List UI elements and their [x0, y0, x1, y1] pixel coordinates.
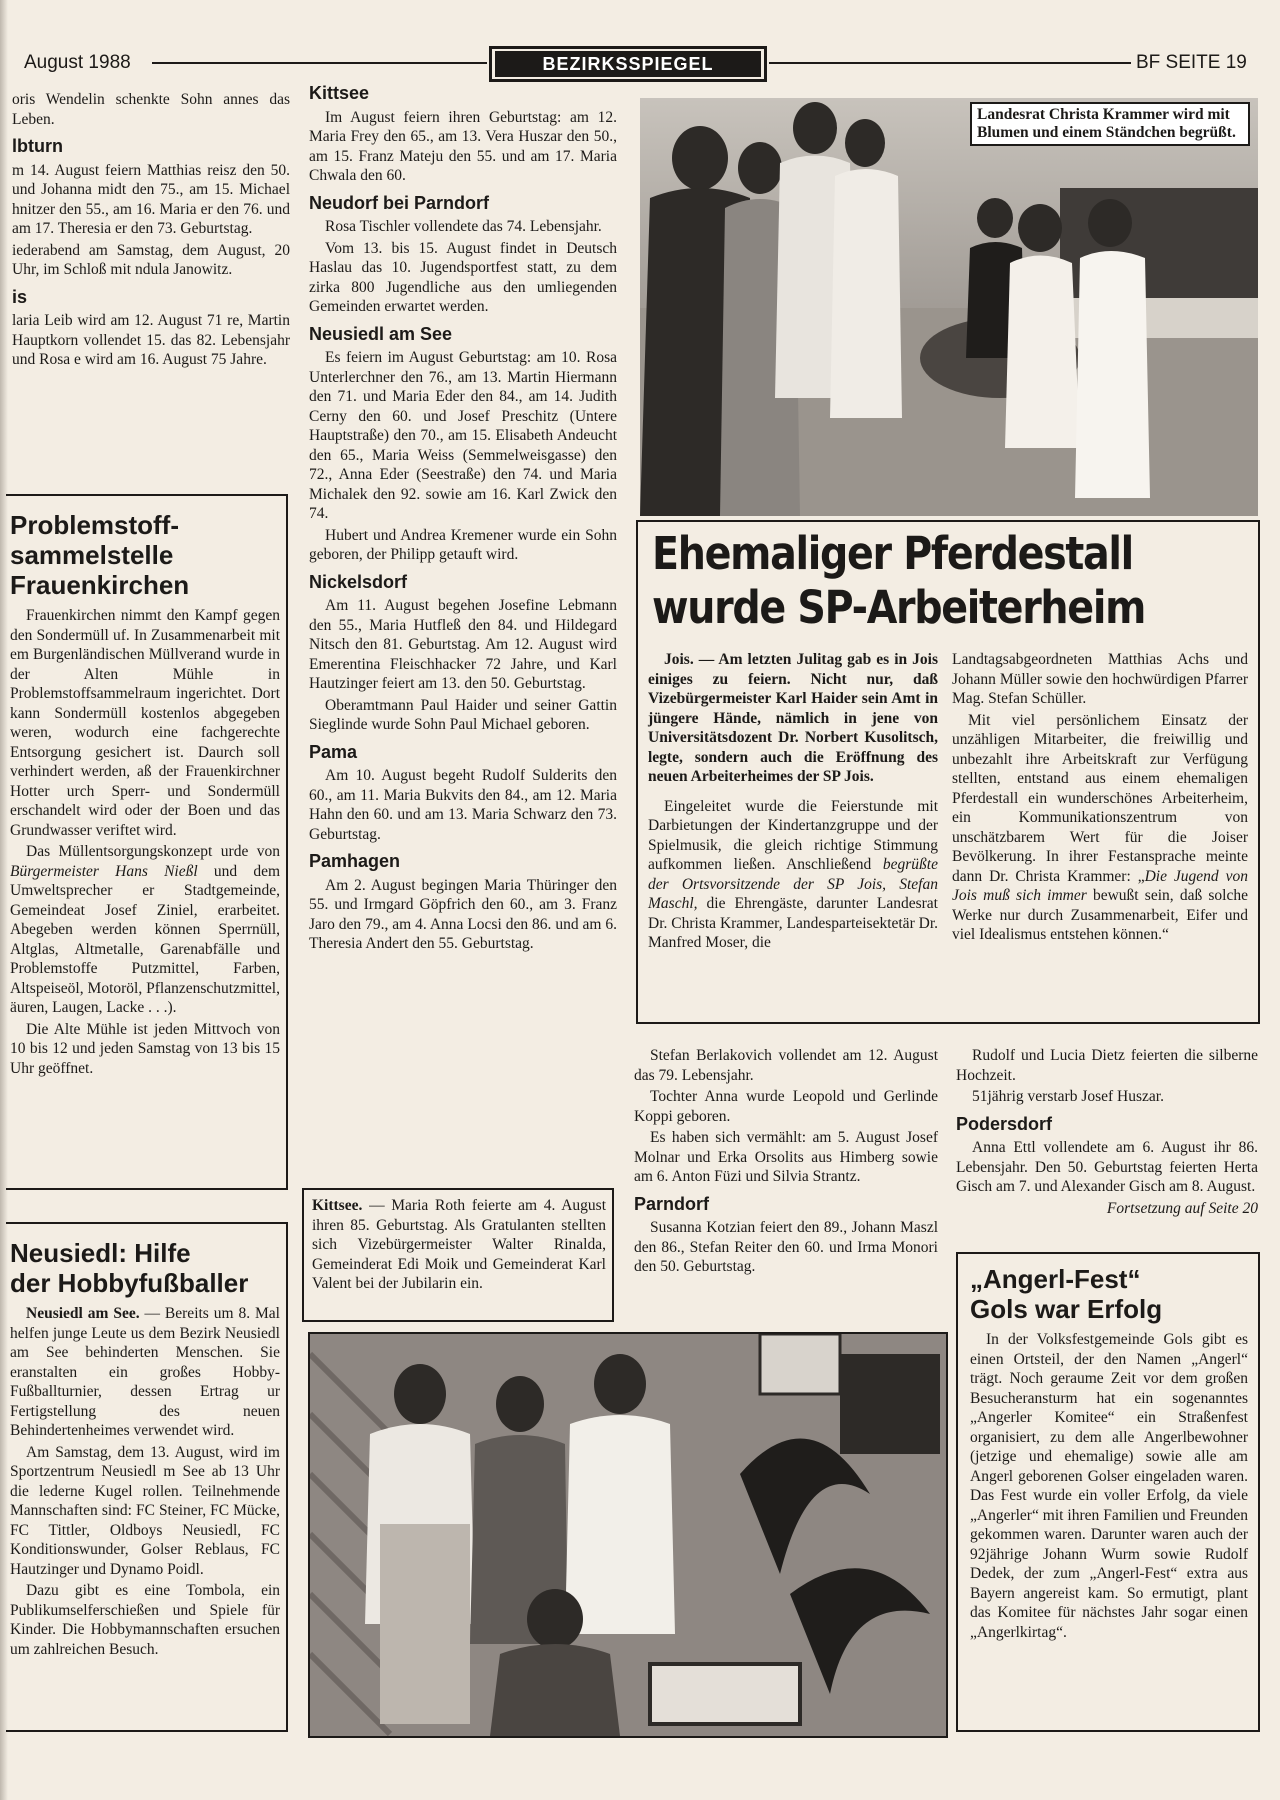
article-lead: Jois. — Am letzten Julitag gab es in Jois einiges zu feiern. Nicht nur, daß Vizebürgermeister Karl Haider sein Amt in jüngere Hände, nämlich in jene von Universitätsdozent Dr. Norbert Kusolitsch, legte, sondern auch die Eröffnung des neuen Arbeiterheimes der SP Jois.	[648, 651, 938, 785]
kittsee-birthday-photo	[308, 1332, 948, 1738]
headline-line: Gols war Erfolg	[970, 1294, 1163, 1324]
article-text	[312, 1196, 606, 1294]
section-heading: Neudorf bei Parndorf	[309, 192, 490, 213]
section-heading: Pama	[309, 741, 358, 762]
text-span: — Bereits um 8. Mal helfen junge Leute us dem Bezirk Neusiedl am See behinderten Menschen. Sie eranstalten ein großes Hobby-Fußballturnier, dessen Ertrag ur Fertigstellung des neuen Behindertenheimes verwendet wird.	[10, 1305, 280, 1439]
article-text: Tochter Anna wurde Leopold und Gerlinde Koppi geboren.	[634, 1088, 938, 1125]
kittsee-photo-caption-box	[302, 1188, 614, 1322]
article-text: Oberamtmann Paul Haider und seiner Gattin Sieglinde wurde Sohn Paul Michael geboren.	[309, 696, 617, 733]
headline-line: der Hobbyfußballer	[10, 1268, 249, 1298]
column-2	[309, 84, 617, 956]
section-heading: is	[12, 286, 28, 307]
photo-illustration	[310, 1334, 946, 1736]
article-text: m 14. August feiern Matthias reisz den 50. und Johanna midt den 75., am 15. Michael hnitzer den 55., am 16. Maria er den 76. und am 17. Theresia er den 73. Geburtstag.	[12, 161, 290, 237]
section-title: BEZIRKSSPIEGEL	[495, 51, 761, 77]
article-text: Es feiern im August Geburtstag: am 10. Rosa Unterlerchner den 76., am 13. Martin Hiermann den 71. und Maria Eder den 84., am 14. Judith Cerny den 60. und Josef Preschitz (Untere Hauptstraße) den 70., am 15. Elisabeth Andeucht den 65., Maria Weiss (Semmelweisgasse) den 72., Anna Eder (Seestraße) den 74. und Maria Michalek den 92. sowie am 16. Karl Zwick den 74.	[309, 349, 617, 522]
box-content	[10, 1238, 280, 1661]
article-text	[10, 842, 280, 1018]
section-heading: Nickelsdorf	[309, 571, 408, 592]
issue-date: August 1988	[24, 52, 131, 73]
text-span: die Ehrengäste, darunter Landesrat Dr. Christa Krammer, Landesparteisektetär Dr. Manfred Moser, die	[648, 895, 938, 951]
section-heading: Pamhagen	[309, 851, 401, 871]
article-text: Rosa Tischler vollendete das 74. Lebensjahr.	[325, 218, 602, 235]
feature-headline-line-2: wurde SP-Arbeiterheim	[652, 581, 1146, 634]
headline-line: Neusiedl: Hilfe	[10, 1238, 191, 1268]
article-text	[648, 797, 938, 953]
box-headline	[10, 1238, 280, 1298]
text-span: Das Müllentsorgungskonzept urde von	[26, 843, 280, 860]
italic-span: Bürgermeister Hans Nießl	[10, 862, 198, 880]
feature-column-right	[952, 650, 1248, 947]
article-text: laria Leib wird am 12. August 71 re, Martin Hauptkorn vollendet 15. das 82. Lebensjahr und Rosa e wird am 16. August 75 Jahre.	[12, 312, 290, 368]
photo-illustration	[640, 98, 1258, 516]
feature-column-left	[648, 650, 938, 955]
article-text: Rudolf und Lucia Dietz feierten die silberne Hochzeit.	[956, 1047, 1258, 1084]
article-text: Im August feiern ihren Geburtstag: am 12. Maria Frey den 65., am 13. Vera Huszar den 50., am 15. Franz Mateju den 55. und am 17. Maria Chwala den 60.	[309, 108, 617, 184]
article-box-hobbyfussballer	[6, 1222, 288, 1732]
feature-headline-line-1: Ehemaliger Pferdestall	[652, 527, 1133, 580]
text-span: Mit viel persönlichem Einsatz der unzähligen Mitarbeiter, die freiwillig und unbezahlt ihre Arbeitskraft zur Verfügung stellten, entstand aus einem ehemaligen Pferdestall ein wunderschönes Arbeiterheim, ein Kommunikationszentrum von unschätzbarem Wert für die Joiser Bevölkerung. In ihrer Festansprache meinte dann Dr. Christa Krammer: „	[952, 711, 1248, 885]
box-content	[10, 510, 280, 1080]
article-text: Stefan Berlakovich vollendet am 12. August das 79. Lebensjahr.	[634, 1047, 938, 1084]
headline-line: Problemstoff-	[10, 510, 179, 540]
italic-span: begrüßte der Ortsvorsitzende der SP Jois, Stefan Maschl,	[648, 856, 938, 912]
section-heading: Podersdorf	[956, 1113, 1053, 1134]
column-1-top	[12, 90, 290, 372]
box-content	[970, 1264, 1248, 1644]
article-text: Frauenkirchen nimmt den Kampf gegen den Sondermüll uf. In Zusammenarbeit mit em Burgenländischen Müllverand wurde in der Alten Mühle in Problemstoffsammelraum ingerichtet. Dort kann Sondermüll kostenlos abgegeben weren, wodurch eine fachgerechte Entsorgung gesichert ist. Daurch soll verhindert werden, aß der Frauenkirchner Hotter urch Sperr- und Sondermüll erschandelt wird oder der Boen und das Grundwasser veriftet wird.	[10, 607, 280, 839]
text-span: — Maria Roth feierte am 4. August ihren 85. Geburtstag. Als Gratulanten stellten sich Vizebürgermeister Walter Rinalda, Gemeinderat Edi Moik und Gemeinderat Karl Valent bei der Jubilarin ein.	[312, 1197, 606, 1292]
box-headline	[10, 510, 280, 600]
article-text: Am 10. August begeht Rudolf Sulderits den 60., am 11. Maria Bukvits den 84., am 12. Maria Hahn den 60. und am 13. Maria Schwarz den 73. Geburtstag.	[309, 767, 617, 843]
article-text: Hubert und Andrea Kremener wurde ein Sohn geboren, der Philipp getauft wird.	[309, 526, 617, 563]
article-text: Landtagsabgeordneten Matthias Achs und Johann Müller sowie den hochwürdigen Pfarrer Mag. Stefan Schüller.	[952, 651, 1248, 707]
continued-note: Fortsetzung auf Seite 20	[1106, 1199, 1258, 1217]
article-text: 51jährig verstarb Josef Huszar.	[972, 1088, 1164, 1105]
text-span: Eingeleitet wurde die Feierstunde mit Darbietungen der Kindertanzgruppe und der Spielmusik, die gleich richtige Stimmung aufkommen ließen. Anschließend	[648, 797, 938, 873]
section-heading: lbturn	[12, 136, 63, 156]
section-heading: Kittsee	[309, 83, 370, 103]
lead-span: Kittsee.	[312, 1197, 363, 1214]
article-box-angerl-fest	[956, 1252, 1260, 1732]
article-text: iederabend am Samstag, dem August, 20 Uhr, im Schloß mit ndula Janowitz.	[12, 241, 290, 278]
article-text: Am 11. August begehen Josefine Lebmann den 55., Maria Hutfleß den 84. und Hildegard Nitsch den 81. Geburtstag. Am 12. August wird Emerentina Fleischhacker 72 Jahre, und Karl Hautzinger feiert am 13. den 50. Geburtstag.	[309, 597, 617, 692]
article-box-problemstoff	[6, 494, 288, 1190]
section-banner	[489, 46, 767, 82]
article-text: Am Samstag, dem 13. August, wird im Sportzentrum Neusiedl m See ab 13 Uhr die lederne Kugel rollen. Teilnehmende Mannschaften sind: FC Steiner, FC Mücke, FC Tittler, Oldboys Neusiedl, FC Konditionswunder, Golser Reblaus, FC Hautzinger und Dynamo Poidl.	[10, 1443, 280, 1578]
article-text: Dazu gibt es eine Tombola, ein Publikumselferschießen und Spiele für Kinder. Die Hobbymannschaften ersuchen um zahlreichen Besuch.	[10, 1582, 280, 1658]
feature-article-box	[636, 520, 1260, 1024]
page-number: BF SEITE 19	[1136, 52, 1247, 73]
article-text	[10, 1304, 280, 1441]
article-text: In der Volksfestgemeinde Gols gibt es einen Ortsteil, der den Namen „Angerl“ trägt. Noch geraume Zeit vor dem großen Besucheransturm hat ein sogenanntes „Angerler Komitee“ ein Straßenfest organisiert, zu dem alle Angerlbewohner (jetzige und ehemalige) sowie alle am Angerl geborenen Golser eingeladen waren. Das Fest wurde ein voller Erfolg, da viele „Angerler“ mit ihren Familien und Freunden gekommen waren. Darunter waren auch der 92jährige Johann Wurm sowie Rudolf Dedek, der zum „Angerl-Fest“ extra aus Bayern angereist kam. So ermutigt, plant das Komitee für nächstes Jahr sogar einen „Angerlkirtag“.	[970, 1331, 1248, 1641]
column-3	[634, 1046, 938, 1279]
photo-caption: Landesrat Christa Krammer wird mit Blumen und einem Ständchen begrüßt.	[970, 102, 1250, 146]
headline-line: sammelstelle	[10, 540, 174, 570]
italic-span: Die Jugend von Jois muß sich immer	[952, 867, 1248, 904]
article-text: Am 2. August begingen Maria Thüringer den 55. und Irmgard Göpfrich den 60., am 3. Franz Jaro den 79., am 4. Anna Locsi den 86. und am 6. Theresia Andert den 55. Geburtstag.	[309, 876, 617, 952]
section-heading: Parndorf	[634, 1193, 710, 1214]
article-text	[952, 711, 1248, 945]
feature-photo-jois	[640, 98, 1258, 516]
headline-line: „Angerl-Fest“	[970, 1264, 1141, 1294]
article-text: Vom 13. bis 15. August findet in Deutsch Haslau das 10. Jugendsportfest statt, zu dem zirka 800 Jugendliche aus den umliegenden Gemeinden erwartet werden.	[309, 239, 617, 315]
column-4	[956, 1046, 1258, 1220]
box-headline	[970, 1264, 1248, 1324]
article-text: Die Alte Mühle ist jeden Mittvoch von 10 bis 12 und jeden Samstag von 13 bis 15 Uhr geöffnet.	[10, 1020, 280, 1077]
text-span: bewußt sein, daß solche Werke nur durch Zusammenarbeit, Eifer und viel Idealismus entstehen können.“	[952, 887, 1248, 943]
text-span: und dem Umweltsprecher er Stadtgemeinde, Gemeindeat Josef Ziniel, erarbeitet. Abegeben werden können Sperrnüll, Altglas, Altmetalle, Garenabfälle und Problemstoffe Putzmittel, Farben, Altspeiseöl, Motoröl, Pflanzenschutzmittel, äuren, Laugen, Lacke . . .).	[10, 862, 280, 1016]
headline-line: Frauenkirchen	[10, 570, 190, 600]
header-rule-right	[769, 62, 1131, 64]
article-text: Susanna Kotzian feiert den 89., Johann Maszl den 86., Stefan Reiter den 60. und Irma Monori den 50. Geburtstag.	[634, 1219, 938, 1275]
lead-span: Neusiedl am See.	[26, 1305, 140, 1322]
header-rule-left	[152, 62, 487, 64]
article-text: Anna Ettl vollendete am 6. August ihr 86. Lebensjahr. Den 50. Geburtstag feierten Herta Gisch am 7. und Alexander Gisch am 8. August.	[956, 1139, 1258, 1195]
article-text: Es haben sich vermählt: am 5. August Josef Molnar und Erka Orsolits aus Himberg sowie am 6. Anton Füzi und Silvia Strantz.	[634, 1129, 938, 1185]
section-heading: Neusiedl am See	[309, 323, 453, 344]
article-text: oris Wendelin schenkte Sohn annes das Leben.	[12, 91, 290, 128]
box-content	[312, 1196, 606, 1296]
